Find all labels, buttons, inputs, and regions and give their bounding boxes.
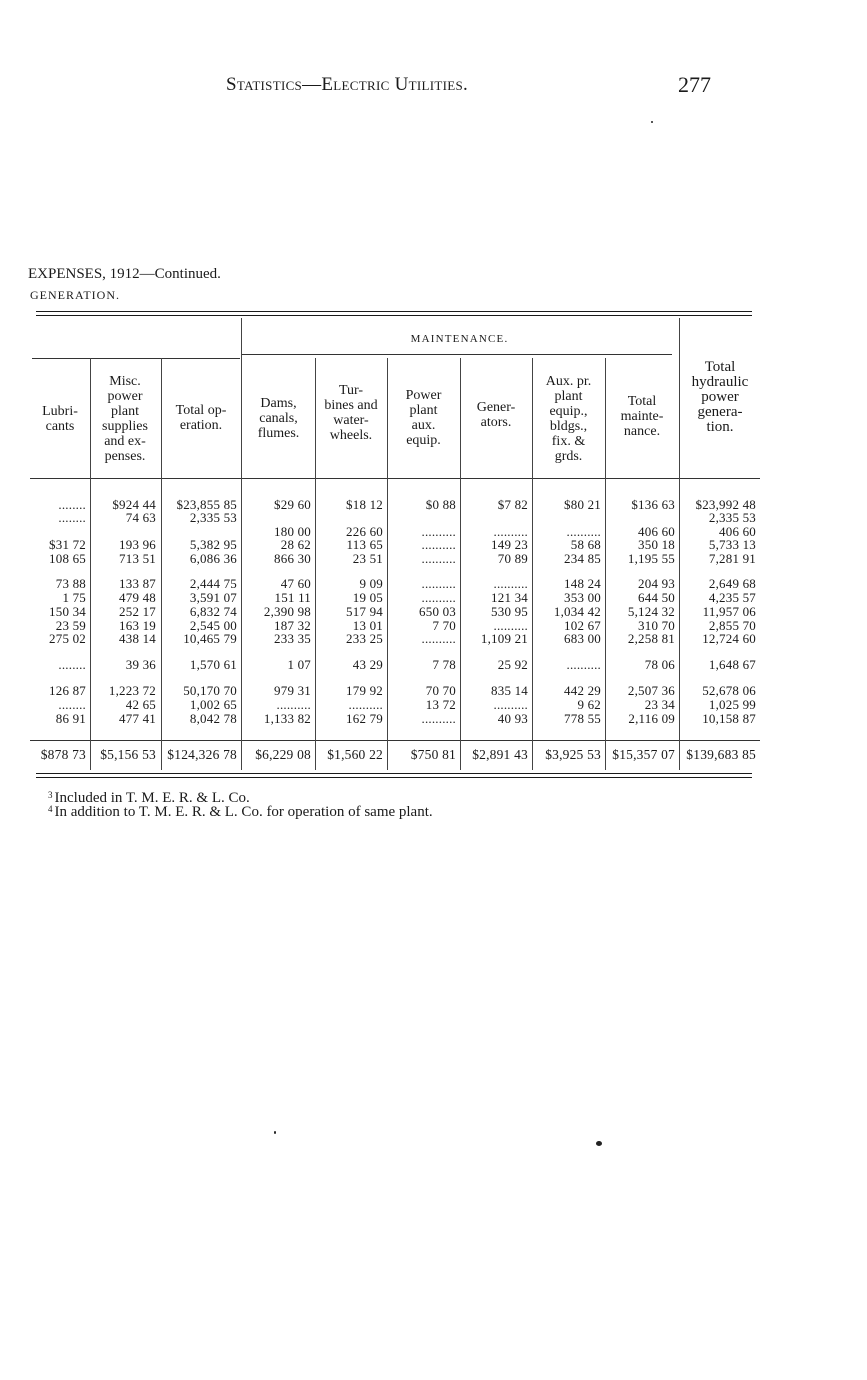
- table-cell: 479 48: [119, 590, 156, 605]
- table-cell: 1,109 21: [480, 631, 528, 646]
- table-cell: 23 34: [644, 697, 675, 712]
- table-cell: $23,855 85: [176, 497, 237, 512]
- table-cell: 13 72: [425, 697, 456, 712]
- table-cell: 40 93: [497, 711, 528, 726]
- footnote-4: [48, 804, 433, 821]
- table-cell: 23 51: [352, 551, 383, 566]
- table-cell: 2,855 70: [708, 618, 756, 633]
- table-cell: 350 18: [638, 537, 675, 552]
- table-cell: 234 85: [564, 551, 601, 566]
- table-cell: 226 60: [346, 524, 383, 539]
- maintenance-group-header: MAINTENANCE.: [410, 333, 509, 345]
- table-cell: 133 87: [119, 576, 156, 591]
- table-cell: 233 35: [274, 631, 311, 646]
- table-cell: 121 34: [491, 590, 528, 605]
- column-header-turbines-waterwheels: Tur- bines and water- wheels.: [324, 383, 378, 443]
- table-cell: 1,570 61: [189, 657, 237, 672]
- table-cell: 180 00: [274, 524, 311, 539]
- table-cell: 7 70: [432, 618, 456, 633]
- table-cell: 650 03: [419, 604, 456, 619]
- table-cell: 187 32: [274, 618, 311, 633]
- table-cell: 5,382 95: [189, 537, 237, 552]
- table-cell: 150 34: [49, 604, 86, 619]
- table-cell: $136 63: [631, 497, 675, 512]
- table-cell: 477 41: [119, 711, 156, 726]
- column-header-misc-supplies: Misc. power plant supplies and ex- penses.: [102, 374, 148, 464]
- table-caption: EXPENSES, 1912—Continued.: [28, 266, 221, 282]
- ink-speck: [651, 121, 653, 123]
- table-cell: 835 14: [491, 683, 528, 698]
- table-cell: 23 59: [55, 618, 86, 633]
- expenses-table: [30, 310, 760, 780]
- table-cell: 1 07: [287, 657, 311, 672]
- ink-speck: [596, 1141, 602, 1146]
- column-header-lubricants: Lubri- cants: [42, 404, 78, 434]
- table-cell: 28 62: [280, 537, 311, 552]
- table-cell: 7,281 91: [708, 551, 756, 566]
- totals-cell: $2,891 43: [472, 747, 528, 762]
- table-cell: 530 95: [491, 604, 528, 619]
- table-cell: 148 24: [564, 576, 601, 591]
- footnote-mark: 3: [48, 790, 53, 800]
- totals-cell: $878 73: [40, 747, 86, 762]
- table-cell: ..........: [493, 576, 528, 591]
- table-cell: 108 65: [49, 551, 86, 566]
- table-cell: 47 60: [280, 576, 311, 591]
- table-cell: $7 82: [497, 497, 528, 512]
- table-cell: ........: [58, 510, 86, 525]
- table-cell: 113 65: [346, 537, 383, 552]
- table-cell: 1,133 82: [263, 711, 311, 726]
- table-cell: 1,648 67: [708, 657, 756, 672]
- table-cell: 73 88: [55, 576, 86, 591]
- table-cell: 5,124 32: [627, 604, 675, 619]
- column-header-dams-canals-flumes: Dams, canals, flumes.: [257, 396, 300, 441]
- table-cell: 517 94: [346, 604, 383, 619]
- table-cell: 2,507 36: [627, 683, 675, 698]
- header-bottom-rule: [30, 478, 760, 479]
- table-cell: 8,042 78: [189, 711, 237, 726]
- table-cell: 252 17: [119, 604, 156, 619]
- table-cell: 1,002 65: [189, 697, 237, 712]
- table-cell: 2,335 53: [708, 510, 756, 525]
- bottom-rule-inner: [36, 777, 752, 778]
- table-cell: 1 75: [62, 590, 86, 605]
- table-cell: 2,390 98: [263, 604, 311, 619]
- table-cell: ........: [58, 497, 86, 512]
- ink-speck: [274, 1131, 276, 1134]
- table-cell: 2,116 09: [628, 711, 675, 726]
- table-cell: $23,992 48: [695, 497, 756, 512]
- table-cell: ..........: [566, 524, 601, 539]
- running-title: Statistics—Electric Utilities.: [226, 74, 469, 95]
- table-cell: 102 67: [564, 618, 601, 633]
- table-cell: $80 21: [564, 497, 601, 512]
- table-cell: 778 55: [564, 711, 601, 726]
- table-cell: ..........: [421, 711, 456, 726]
- table-cell: ..........: [348, 697, 383, 712]
- table-cell: 19 05: [352, 590, 383, 605]
- table-cell: $18 12: [346, 497, 383, 512]
- table-cell: 10,158 87: [702, 711, 756, 726]
- table-cell: 6,086 36: [189, 551, 237, 566]
- table-cell: 7 78: [432, 657, 456, 672]
- bottom-rule: [36, 773, 752, 774]
- table-cell: ..........: [421, 551, 456, 566]
- table-cell: ........: [58, 697, 86, 712]
- table-cell: 353 00: [564, 590, 601, 605]
- table-cell: 979 31: [274, 683, 311, 698]
- table-cell: ..........: [421, 631, 456, 646]
- totals-cell: $139,683 85: [686, 747, 756, 762]
- totals-cell: $750 81: [410, 747, 456, 762]
- table-cell: 1,223 72: [108, 683, 156, 698]
- table-cell: 149 23: [491, 537, 528, 552]
- table-cell: 52,678 06: [702, 683, 756, 698]
- column-header-total-hydraulic-generation: Total hydraulic power genera- tion.: [691, 359, 749, 435]
- table-cell: 9 09: [359, 576, 383, 591]
- table-cell: 2,258 81: [627, 631, 675, 646]
- table-cell: 70 89: [497, 551, 528, 566]
- table-cell: ........: [58, 657, 86, 672]
- table-cell: 1,034 42: [553, 604, 601, 619]
- table-cell: 151 11: [274, 590, 311, 605]
- table-cell: 12,724 60: [702, 631, 756, 646]
- table-cell: 2,545 00: [189, 618, 237, 633]
- table-cell: 162 79: [346, 711, 383, 726]
- table-cell: 275 02: [49, 631, 86, 646]
- table-cell: 683 00: [564, 631, 601, 646]
- table-cell: 43 29: [352, 657, 383, 672]
- table-cell: ..........: [421, 524, 456, 539]
- column-header-power-plant-aux-equip: Power plant aux. equip.: [405, 388, 442, 448]
- table-cell: ..........: [566, 657, 601, 672]
- table-cell: 204 93: [638, 576, 675, 591]
- left-head-rule: [32, 358, 240, 359]
- table-cell: 442 29: [564, 683, 601, 698]
- totals-cell: $1,560 22: [327, 747, 383, 762]
- table-cell: 866 30: [274, 551, 311, 566]
- table-cell: 406 60: [719, 524, 756, 539]
- footnote-text: Included in T. M. E. R. & L. Co.: [54, 790, 250, 806]
- table-cell: 78 06: [644, 657, 675, 672]
- page-number: 277: [678, 72, 711, 97]
- table-cell: ..........: [421, 576, 456, 591]
- table-cell: 310 70: [638, 618, 675, 633]
- table-subcaption: GENERATION.: [30, 288, 120, 302]
- table-cell: 10,465 79: [183, 631, 237, 646]
- table-cell: 193 96: [119, 537, 156, 552]
- table-cell: 50,170 70: [183, 683, 237, 698]
- footnote-text: In addition to T. M. E. R. & L. Co. for operation of same plant.: [54, 804, 433, 820]
- table-cell: 25 92: [497, 657, 528, 672]
- column-header-aux-plant-equip-bldgs: Aux. pr. plant equip., bldgs., fix. & grds.: [545, 374, 592, 464]
- column-header-total-maintenance: Total mainte- nance.: [620, 394, 664, 439]
- table-cell: 233 25: [346, 631, 383, 646]
- column-header-total-operation: Total op- eration.: [175, 403, 227, 433]
- table-cell: 179 92: [346, 683, 383, 698]
- table-cell: 3,591 07: [189, 590, 237, 605]
- table-cell: 6,832 74: [189, 604, 237, 619]
- table-cell: $29 60: [274, 497, 311, 512]
- table-cell: 2,649 68: [708, 576, 756, 591]
- table-cell: 39 36: [125, 657, 156, 672]
- table-cell: 9 62: [577, 697, 601, 712]
- table-cell: 13 01: [352, 618, 383, 633]
- totals-cell: $6,229 08: [255, 747, 311, 762]
- totals-cell: $5,156 53: [100, 747, 156, 762]
- table-cell: 74 63: [125, 510, 156, 525]
- table-cell: 4,235 57: [708, 590, 756, 605]
- table-cell: 86 91: [55, 711, 86, 726]
- table-cell: ..........: [493, 524, 528, 539]
- running-head: [0, 74, 867, 100]
- table-cell: 5,733 13: [708, 537, 756, 552]
- table-cell: 126 87: [49, 683, 86, 698]
- table-cell: 406 60: [638, 524, 675, 539]
- table-cell: ..........: [421, 537, 456, 552]
- table-cell: 58 68: [570, 537, 601, 552]
- footnote-mark: 4: [48, 804, 53, 814]
- table-cell: 1,195 55: [627, 551, 675, 566]
- table-cell: ..........: [493, 618, 528, 633]
- table-cell: 163 19: [119, 618, 156, 633]
- table-cell: ..........: [493, 697, 528, 712]
- table-cell: ..........: [276, 697, 311, 712]
- table-cell: $924 44: [112, 497, 156, 512]
- column-header-generators: Gener- ators.: [476, 400, 516, 430]
- table-cell: 11,957 06: [702, 604, 756, 619]
- table-cell: 70 70: [425, 683, 456, 698]
- totals-cell: $3,925 53: [545, 747, 601, 762]
- table-cell: 713 51: [119, 551, 156, 566]
- totals-top-rule: [30, 740, 760, 741]
- table-cell: 42 65: [125, 697, 156, 712]
- totals-cell: $15,357 07: [612, 747, 675, 762]
- table-cell: 2,335 53: [189, 510, 237, 525]
- table-cell: $0 88: [425, 497, 456, 512]
- maintenance-underline: [242, 354, 672, 355]
- table-cell: 1,025 99: [708, 697, 756, 712]
- table-cell: ..........: [421, 590, 456, 605]
- totals-cell: $124,326 78: [167, 747, 237, 762]
- table-cell: $31 72: [49, 537, 86, 552]
- table-cell: 644 50: [638, 590, 675, 605]
- table-cell: 438 14: [119, 631, 156, 646]
- table-cell: 2,444 75: [189, 576, 237, 591]
- column-divider: [241, 318, 242, 770]
